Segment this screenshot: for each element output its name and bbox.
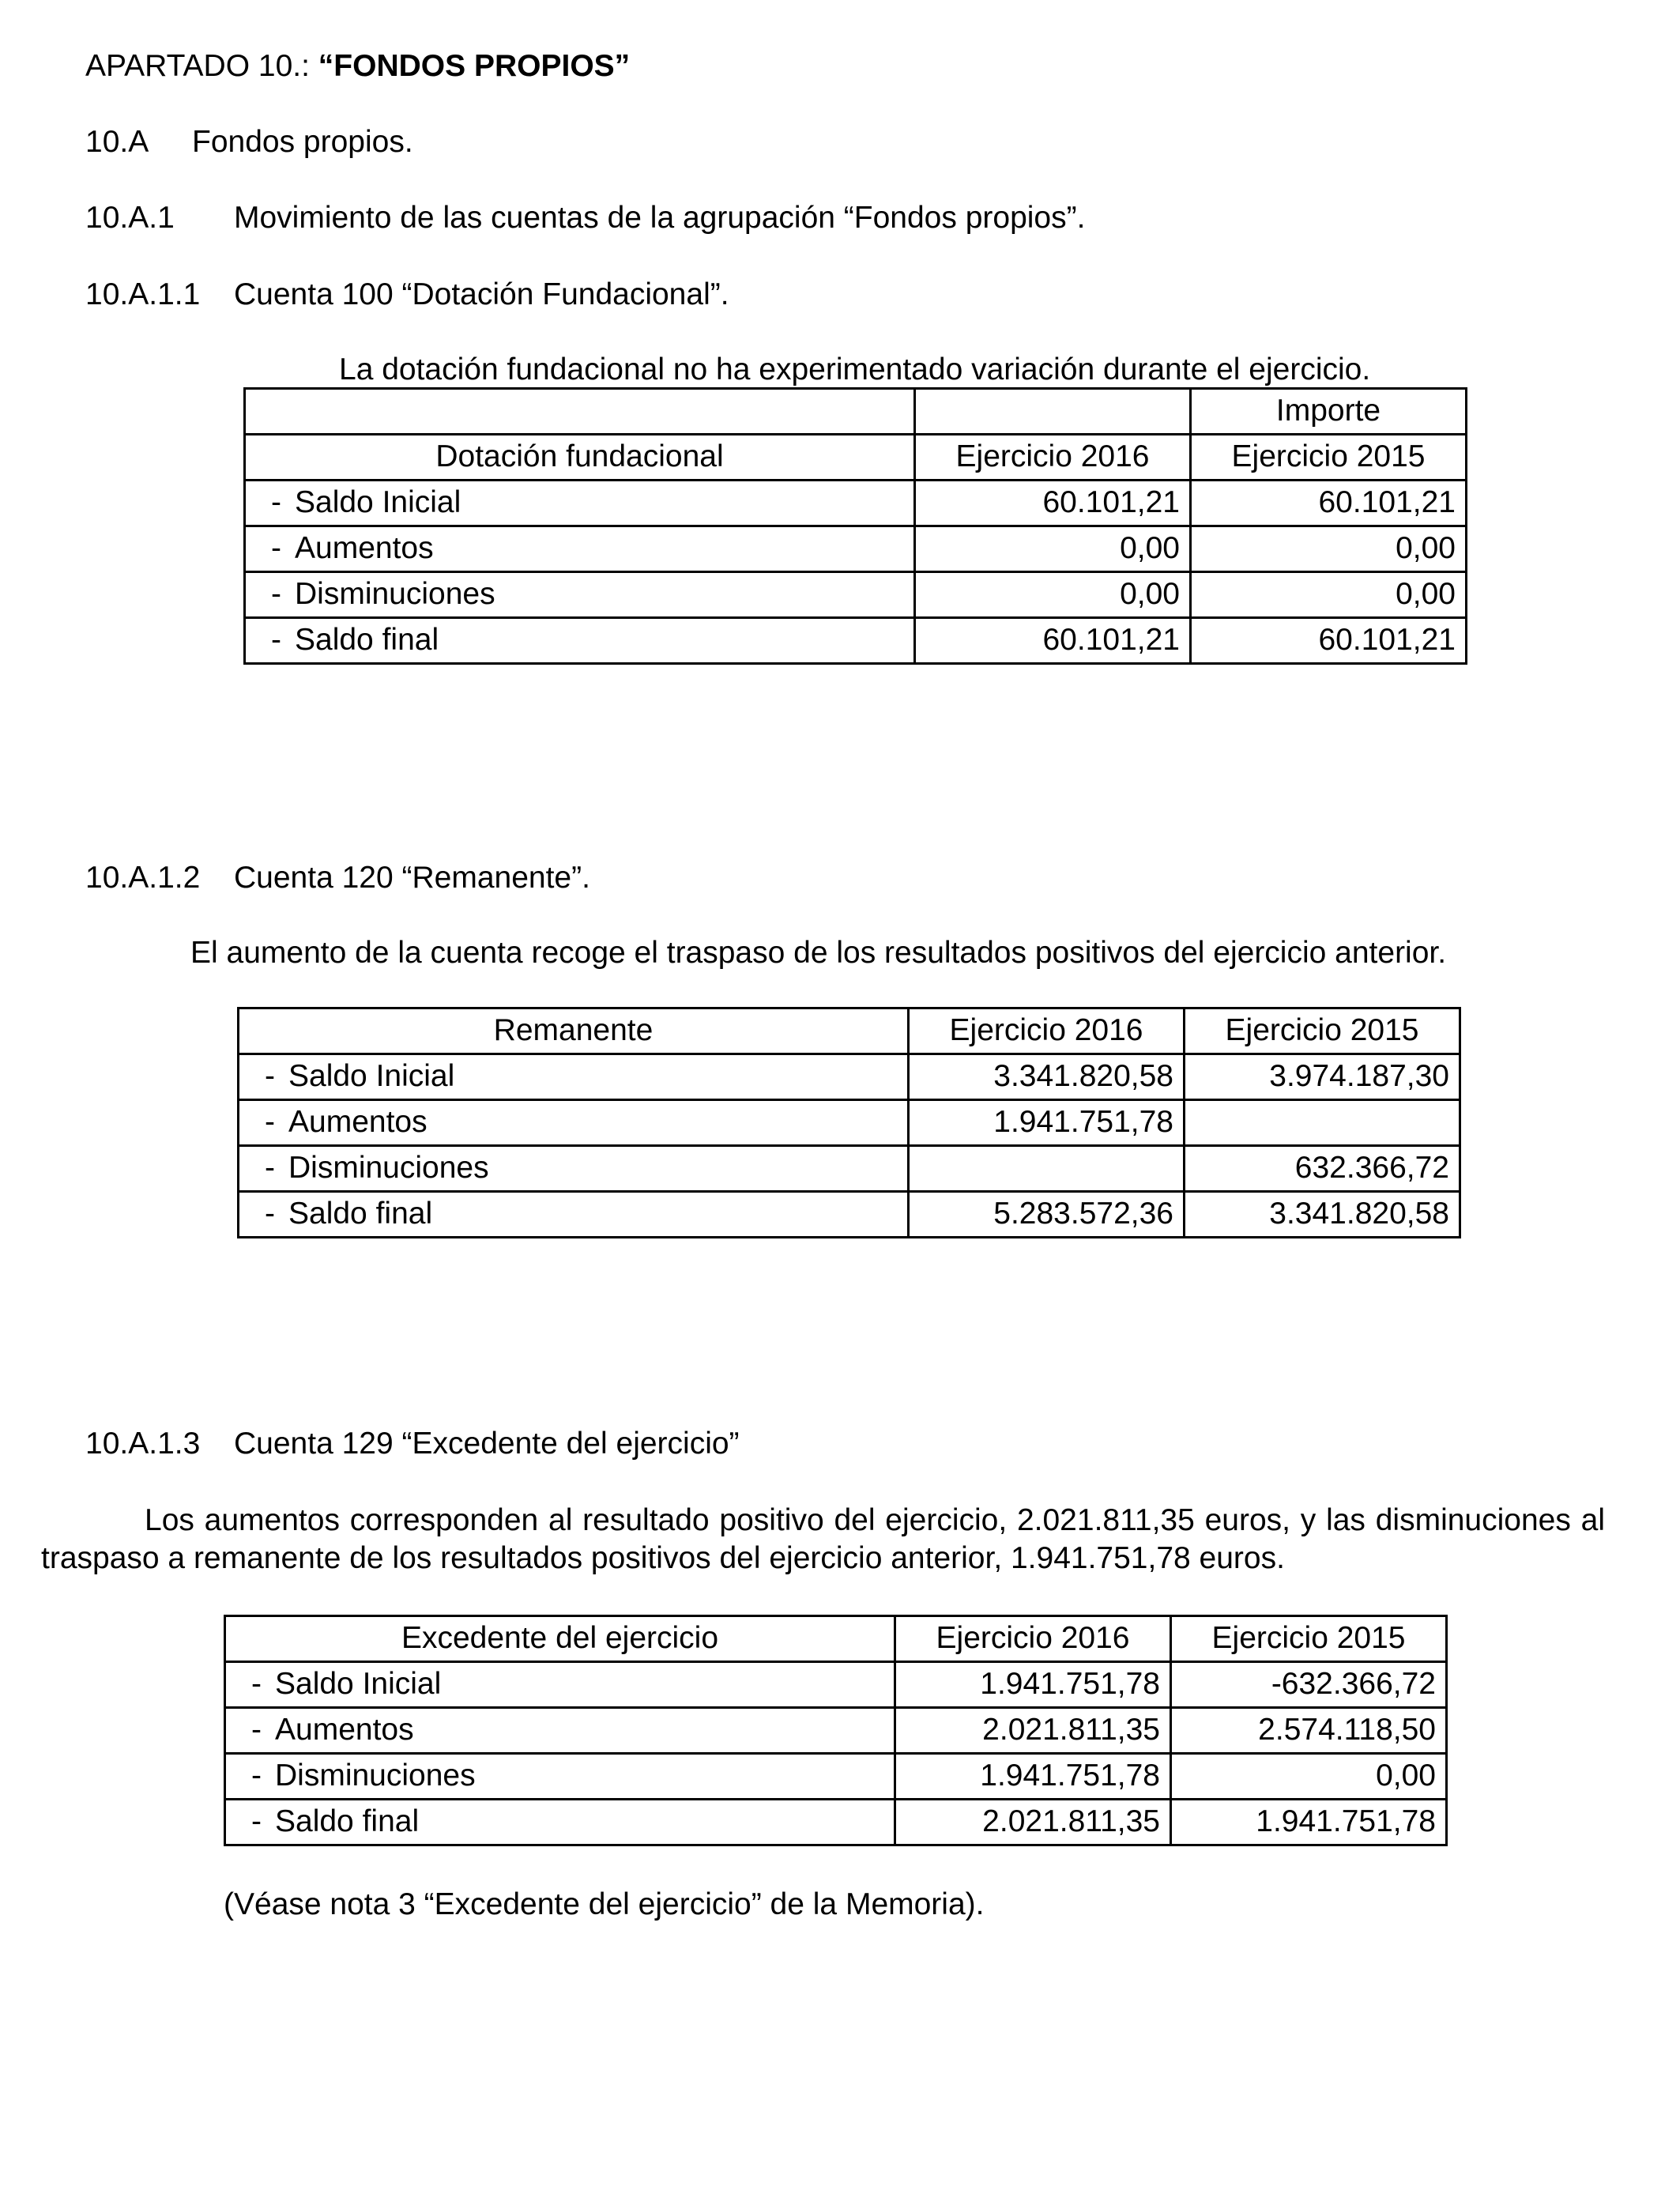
heading-text: Fondos propios.: [192, 125, 413, 159]
column-header: Ejercicio 2016: [895, 1616, 1171, 1662]
table-row: [239, 1192, 1460, 1238]
row-label: Disminuciones: [288, 1151, 489, 1186]
heading-10a: [85, 124, 413, 161]
value-2015: 0,00: [1171, 1754, 1447, 1800]
column-header: Ejercicio 2015: [1171, 1616, 1447, 1662]
row-label: Saldo final: [275, 1804, 420, 1839]
table-row: [245, 526, 1467, 572]
row-label-cell: [245, 572, 915, 618]
value-2015: 3.974.187,30: [1185, 1054, 1460, 1100]
section-title-prefix: APARTADO 10.:: [85, 49, 318, 83]
value-2015: [1185, 1100, 1460, 1146]
memoria-note: (Véase nota 3 “Excedente del ejercicio” de la Memoria).: [224, 1887, 985, 1921]
value-2016: 60.101,21: [915, 618, 1191, 664]
section-title: [85, 48, 630, 85]
paragraph-dotacion: La dotación fundacional no ha experimentado variación durante el ejercicio.: [339, 352, 1371, 386]
table-row: [239, 1100, 1460, 1146]
value-2015: 3.341.820,58: [1185, 1192, 1460, 1238]
heading-number: 10.A: [85, 125, 149, 159]
heading-10a12: [85, 860, 590, 897]
table-row: [225, 1800, 1447, 1845]
table-row: [239, 1146, 1460, 1192]
paragraph-excedente: [41, 1502, 1605, 1578]
paragraph-excedente-text: Los aumentos corresponden al resultado positivo del ejercicio, 2.021.811,35 euros, y las disminuciones al traspaso a remanente de los resultados positivos del ejercicio anterior, 1.941.751,78 euros.: [41, 1503, 1605, 1575]
heading-number: 10.A.1.1: [85, 277, 201, 311]
column-header: Ejercicio 2015: [1185, 1008, 1460, 1054]
row-label-cell: [239, 1192, 909, 1238]
row-label-cell: [245, 526, 915, 572]
row-label: Saldo final: [295, 623, 439, 658]
column-header: Remanente: [239, 1008, 909, 1054]
row-dash: -: [265, 1105, 275, 1140]
value-2016: 1.941.751,78: [895, 1754, 1171, 1800]
row-dash: -: [251, 1759, 262, 1793]
table-row: [245, 481, 1467, 526]
row-dash: -: [265, 1151, 275, 1186]
row-dash: -: [251, 1713, 262, 1747]
heading-10a13: [85, 1426, 740, 1463]
column-header: Excedente del ejercicio: [225, 1616, 895, 1662]
heading-number: 10.A.1.2: [85, 861, 201, 895]
value-2015: -632.366,72: [1171, 1662, 1447, 1708]
heading-text: Cuenta 120 “Remanente”.: [234, 861, 590, 895]
table-row: [245, 618, 1467, 664]
row-dash: -: [271, 577, 281, 612]
section-title-name: “FONDOS PROPIOS”: [318, 49, 631, 83]
value-2016: 2.021.811,35: [895, 1708, 1171, 1754]
row-dash: -: [271, 531, 281, 566]
row-label: Saldo Inicial: [288, 1059, 455, 1094]
row-label-cell: [239, 1146, 909, 1192]
value-2015: 632.366,72: [1185, 1146, 1460, 1192]
importe-header: Importe: [1191, 389, 1467, 435]
row-label: Saldo Inicial: [295, 485, 461, 520]
row-label-cell: [239, 1054, 909, 1100]
column-header: Ejercicio 2015: [1191, 435, 1467, 481]
row-label-cell: [239, 1100, 909, 1146]
value-2016: 2.021.811,35: [895, 1800, 1171, 1845]
table-dotacion: [243, 387, 1467, 665]
row-label-cell: [225, 1754, 895, 1800]
value-2016: 0,00: [915, 526, 1191, 572]
value-2015: 0,00: [1191, 572, 1467, 618]
row-dash: -: [271, 623, 281, 658]
row-label: Aumentos: [275, 1713, 414, 1747]
paragraph-remanente: El aumento de la cuenta recoge el traspaso de los resultados positivos del ejercicio anterior.: [190, 936, 1447, 970]
value-2016: 5.283.572,36: [909, 1192, 1185, 1238]
row-dash: -: [265, 1197, 275, 1231]
row-label: Disminuciones: [295, 577, 495, 612]
heading-text: Cuenta 129 “Excedente del ejercicio”: [234, 1427, 740, 1461]
row-label: Aumentos: [295, 531, 434, 566]
table-row: [239, 1054, 1460, 1100]
value-2015: 2.574.118,50: [1171, 1708, 1447, 1754]
empty-cell: [915, 389, 1191, 435]
row-dash: -: [265, 1059, 275, 1094]
table-top-header-row: [245, 389, 1467, 435]
value-2016: 1.941.751,78: [895, 1662, 1171, 1708]
value-2015: 60.101,21: [1191, 481, 1467, 526]
row-label-cell: [225, 1708, 895, 1754]
row-label: Saldo final: [288, 1197, 433, 1231]
table-excedente: [224, 1615, 1448, 1846]
row-dash: -: [271, 485, 281, 520]
value-2016: [909, 1146, 1185, 1192]
table-row: [225, 1754, 1447, 1800]
row-dash: -: [251, 1804, 262, 1839]
row-label-cell: [225, 1800, 895, 1845]
value-2015: 1.941.751,78: [1171, 1800, 1447, 1845]
heading-number: 10.A.1.3: [85, 1427, 201, 1461]
heading-10a11: [85, 277, 729, 314]
row-dash: -: [251, 1667, 262, 1702]
value-2015: 60.101,21: [1191, 618, 1467, 664]
table-remanente: [237, 1007, 1461, 1238]
heading-text: Movimiento de las cuentas de la agrupación “Fondos propios”.: [234, 201, 1086, 235]
heading-10a1: [85, 200, 1085, 237]
heading-text: Cuenta 100 “Dotación Fundacional”.: [234, 277, 729, 311]
column-header: Ejercicio 2016: [915, 435, 1191, 481]
row-label: Saldo Inicial: [275, 1667, 442, 1702]
row-label-cell: [245, 618, 915, 664]
table-header-row: [239, 1008, 1460, 1054]
table-row: [245, 572, 1467, 618]
value-2016: 3.341.820,58: [909, 1054, 1185, 1100]
empty-cell: [245, 389, 915, 435]
value-2015: 0,00: [1191, 526, 1467, 572]
column-header: Ejercicio 2016: [909, 1008, 1185, 1054]
table-header-row: [245, 435, 1467, 481]
row-label-cell: [225, 1662, 895, 1708]
value-2016: 1.941.751,78: [909, 1100, 1185, 1146]
row-label-cell: [245, 481, 915, 526]
table-header-row: [225, 1616, 1447, 1662]
column-header: Dotación fundacional: [245, 435, 915, 481]
row-label: Disminuciones: [275, 1759, 476, 1793]
row-label: Aumentos: [288, 1105, 428, 1140]
table-row: [225, 1708, 1447, 1754]
heading-number: 10.A.1: [85, 201, 175, 235]
value-2016: 0,00: [915, 572, 1191, 618]
table-row: [225, 1662, 1447, 1708]
value-2016: 60.101,21: [915, 481, 1191, 526]
